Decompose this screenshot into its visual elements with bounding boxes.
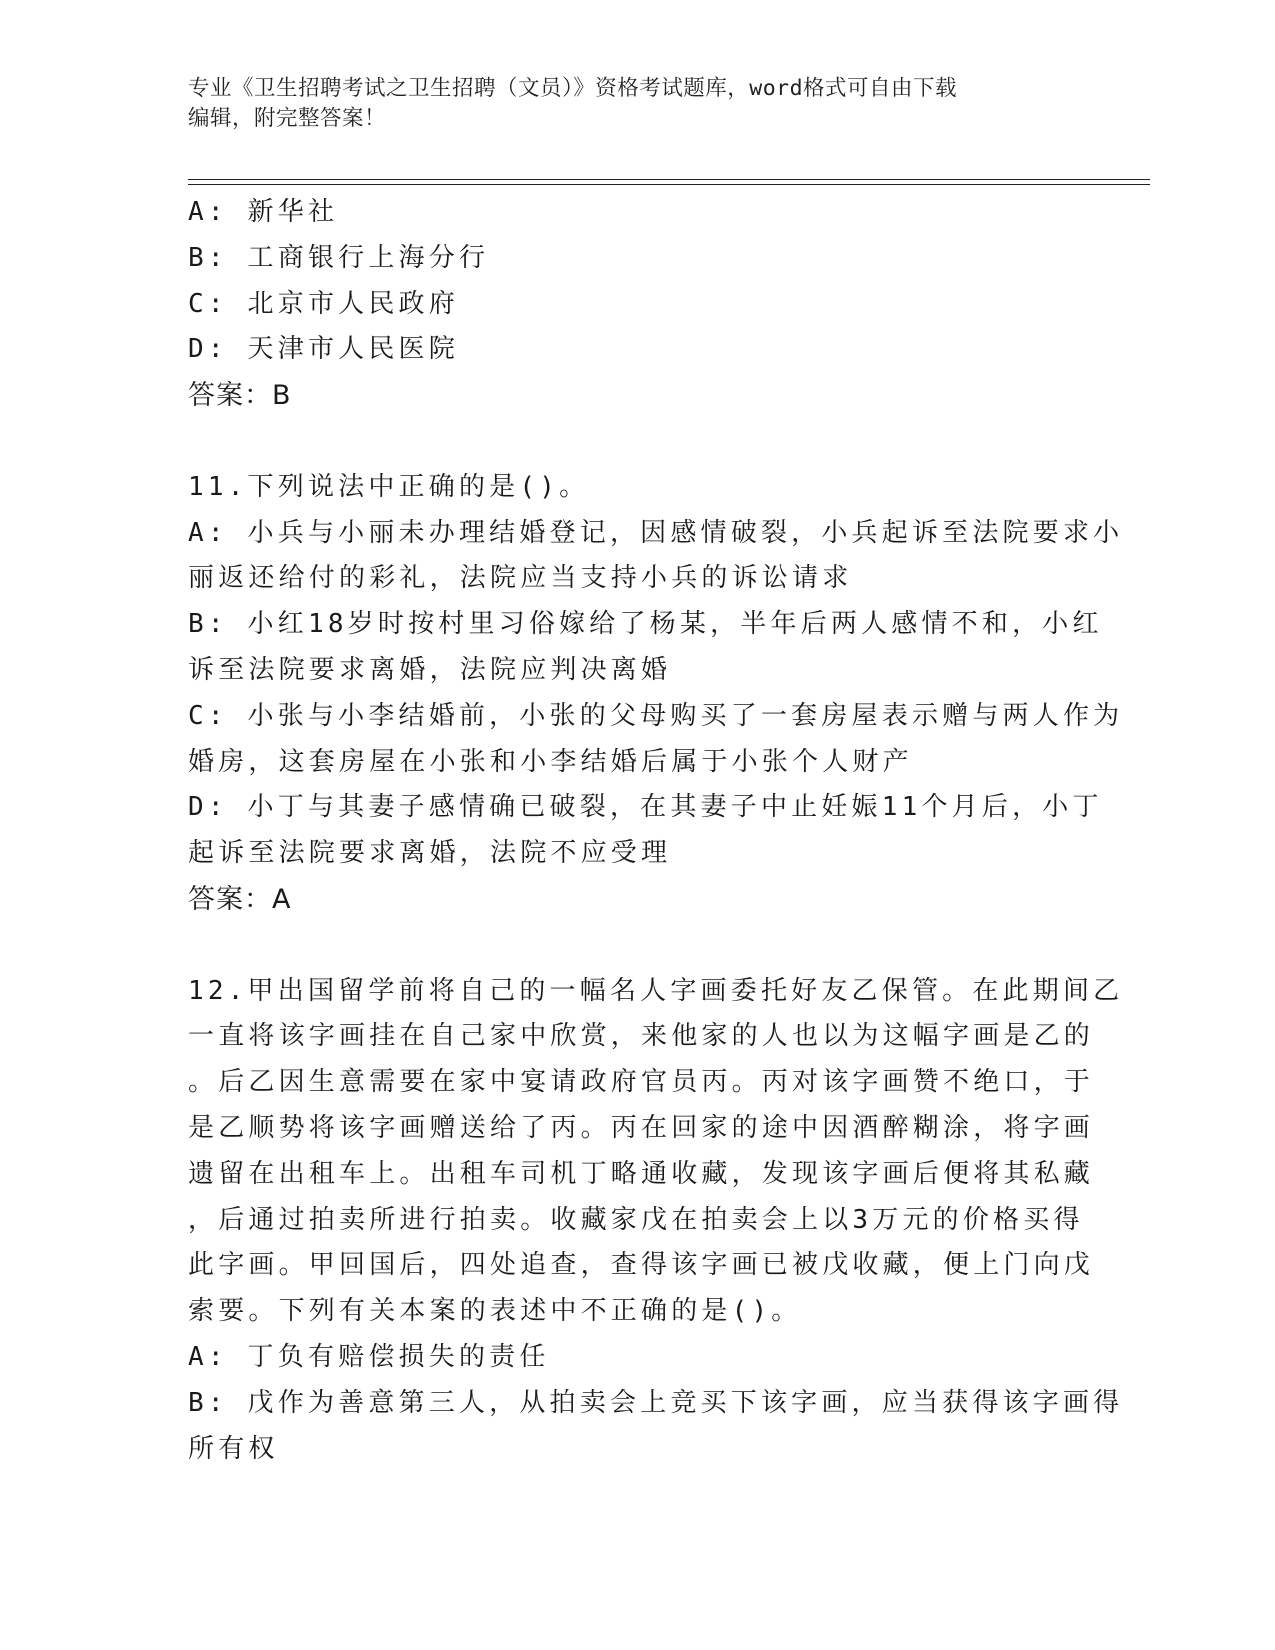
- q11-option-line: 丽返还给付的彩礼，法院应当支持小兵的诉讼请求: [188, 563, 853, 594]
- header-line-2: 编辑，附完整答案！: [188, 106, 387, 131]
- q12-stem-line: 。后乙因生意需要在家中宴请政府官员丙。丙对该字画赞不绝口，于: [188, 1067, 1095, 1098]
- q12-stem-line: 此字画。甲回国后，四处追查，查得该字画已被戊收藏，便上门向戊: [188, 1250, 1095, 1281]
- document-body: [188, 190, 1124, 1472]
- q12-stem-line: 一直将该字画挂在自己家中欣赏，来他家的人也以为这幅字画是乙的: [188, 1021, 1095, 1052]
- q12-option-b-cont: 所有权: [188, 1433, 279, 1464]
- q11-option-line: 起诉至法院要求离婚，法院不应受理: [188, 838, 672, 869]
- q11-option-line: A: 小兵与小丽未办理结婚登记，因感情破裂，小兵起诉至法院要求小: [188, 517, 1124, 548]
- q11-option-line: 婚房，这套房屋在小张和小李结婚后属于小张个人财产: [188, 746, 913, 777]
- q11-option-line: B: 小红18岁时按村里习俗嫁给了杨某，半年后两人感情不和，小红: [188, 609, 1103, 640]
- q10-option-a: A: 新华社: [188, 197, 339, 227]
- header-rule-bottom: [188, 184, 1150, 185]
- q10-answer: 答案：B: [188, 380, 292, 412]
- q12-stem-line: ，后通过拍卖所进行拍卖。收藏家戊在拍卖会上以3万元的价格买得: [188, 1204, 1084, 1235]
- q12-stem-line: 索要。下列有关本案的表述中不正确的是()。: [188, 1296, 802, 1327]
- q12-stem-line: 12.甲出国留学前将自己的一幅名人字画委托好友乙保管。在此期间乙: [188, 975, 1124, 1006]
- q11-stem: 11.下列说法中正确的是()。: [188, 471, 590, 502]
- q12-option-b: B: 戊作为善意第三人，从拍卖会上竞买下该字画，应当获得该字画得: [188, 1387, 1124, 1418]
- q11-option-line: 诉至法院要求离婚，法院应判决离婚: [188, 654, 672, 685]
- header-line-1: 专业《卫生招聘考试之卫生招聘（文员）》资格考试题库，word格式可自由下载: [188, 76, 958, 101]
- q12-option-a: A: 丁负有赔偿损失的责任: [188, 1341, 550, 1372]
- q11-option-line: C: 小张与小李结婚前，小张的父母购买了一套房屋表示赠与两人作为: [188, 700, 1124, 731]
- question-12-block: [188, 969, 1124, 1473]
- q11-option-line: D: 小丁与其妻子感情确已破裂，在其妻子中止妊娠11个月后，小丁: [188, 792, 1103, 823]
- q12-stem-line: 遗留在出租车上。出租车司机丁略通收藏，发现该字画后便将其私藏: [188, 1158, 1095, 1189]
- document-header: [188, 74, 1068, 134]
- q10-option-c: C: 北京市人民政府: [188, 288, 459, 319]
- q10-option-d: D: 天津市人民医院: [188, 334, 459, 365]
- header-rule-top: [188, 179, 1150, 180]
- question-11-block: [188, 465, 1124, 923]
- spacer: [188, 419, 1068, 465]
- spacer: [188, 923, 1068, 969]
- question-10-block: [188, 190, 1068, 419]
- q12-stem-line: 是乙顺势将该字画赠送给了丙。丙在回家的途中因酒醉糊涂，将字画: [188, 1112, 1095, 1143]
- q10-option-b: B: 工商银行上海分行: [188, 242, 490, 273]
- q11-answer: 答案：A: [188, 883, 292, 915]
